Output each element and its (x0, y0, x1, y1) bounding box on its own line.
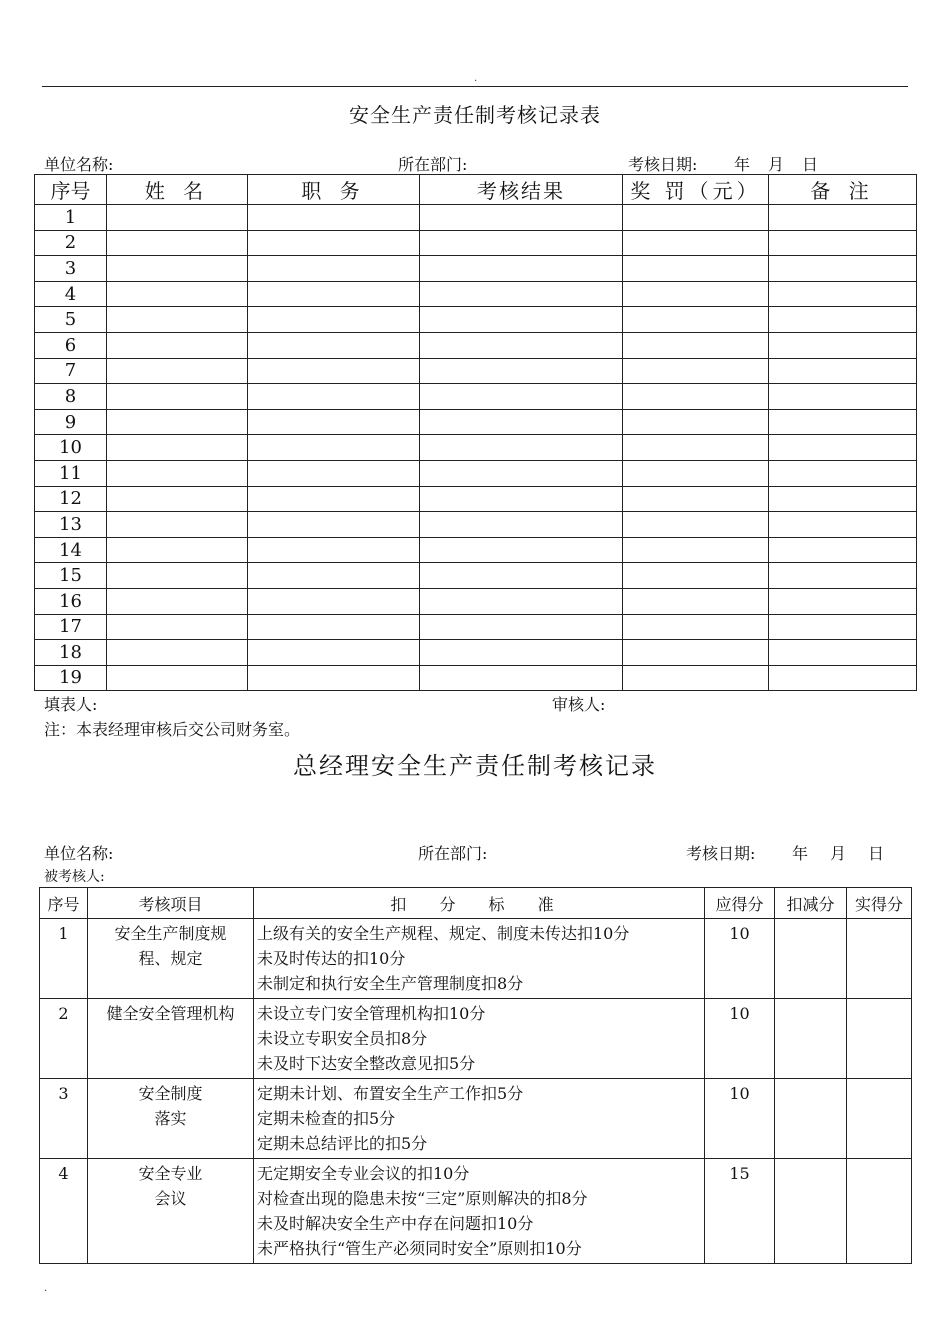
form1-reward-cell[interactable] (623, 205, 769, 231)
form1-remark-cell[interactable] (769, 256, 917, 282)
form1-position-cell[interactable] (248, 307, 420, 333)
form1-col-reward: 奖 罚（元） (623, 175, 769, 205)
form1-reward-cell[interactable] (623, 384, 769, 410)
footer-dot: . (44, 1283, 48, 1294)
form1-name-cell[interactable] (107, 614, 248, 640)
form1-row-no: 10 (35, 435, 107, 461)
form1-name-cell[interactable] (107, 358, 248, 384)
form1-result-cell[interactable] (420, 512, 623, 538)
form2-standard-line: 未制定和执行安全生产管理制度扣8分 (257, 974, 524, 993)
form1-row-no: 15 (35, 563, 107, 589)
form2-standard-line: 未及时解决安全生产中存在问题扣10分 (257, 1214, 534, 1233)
form2-actual-cell[interactable] (847, 999, 912, 1079)
form1-date-label: 考核日期: (628, 155, 698, 174)
form1-reward-cell[interactable] (623, 512, 769, 538)
form2-table-row (40, 999, 912, 1079)
form1-result-cell[interactable] (420, 563, 623, 589)
form1-position-cell[interactable] (248, 460, 420, 486)
form1-row-no: 16 (35, 588, 107, 614)
header-dot: . (474, 73, 478, 84)
form1-table-row (35, 512, 917, 538)
form1-table-row (35, 435, 917, 461)
form1-dept-label: 所在部门: (398, 155, 468, 174)
form1-month: 月 (768, 155, 785, 174)
form1-row-no: 4 (35, 281, 107, 307)
form2-standard-cell (254, 999, 705, 1079)
form1-position-cell[interactable] (248, 665, 420, 691)
form2-dept-label: 所在部门: (418, 844, 488, 863)
form1-result-cell[interactable] (420, 409, 623, 435)
form1-table-row (35, 486, 917, 512)
form2-table-row (40, 919, 912, 999)
form1-unit-label: 单位名称: (44, 155, 114, 174)
form1-remark-cell[interactable] (769, 409, 917, 435)
form1-result-cell[interactable] (420, 281, 623, 307)
form1-result-cell[interactable] (420, 537, 623, 563)
header-rule (42, 86, 908, 87)
form2-header-row (40, 888, 912, 919)
form1-reward-cell[interactable] (623, 435, 769, 461)
form1-row-no: 11 (35, 460, 107, 486)
form1-remark-cell[interactable] (769, 640, 917, 666)
form2-score-cell: 15 (705, 1159, 775, 1264)
form1-row-no: 5 (35, 307, 107, 333)
form1-result-cell[interactable] (420, 307, 623, 333)
form1-table (34, 174, 917, 691)
form1-position-cell[interactable] (248, 384, 420, 410)
form1-name-cell[interactable] (107, 205, 248, 231)
form2-standard-line: 对检查出现的隐患未按“三定”原则解决的扣8分 (257, 1189, 588, 1208)
form1-col-position: 职 务 (248, 175, 420, 205)
form2-item-cell (88, 1159, 254, 1264)
form1-position-cell[interactable] (248, 588, 420, 614)
form1-col-name: 姓 名 (107, 175, 248, 205)
form2-score-cell: 10 (705, 999, 775, 1079)
form2-row-no: 1 (40, 919, 88, 999)
form2-item-cell (88, 1079, 254, 1159)
form2-deduct-cell[interactable] (775, 999, 847, 1079)
form1-table-row (35, 460, 917, 486)
form1-reward-cell[interactable] (623, 614, 769, 640)
form1-table-row (35, 614, 917, 640)
form1-name-cell[interactable] (107, 460, 248, 486)
form1-col-remark: 备 注 (769, 175, 917, 205)
form1-row-no: 18 (35, 640, 107, 666)
form2-actual-cell[interactable] (847, 919, 912, 999)
form1-name-cell[interactable] (107, 486, 248, 512)
form2-table-row (40, 1079, 912, 1159)
form2-standard-cell (254, 1079, 705, 1159)
form2-col-item: 考核项目 (88, 888, 254, 919)
form1-name-cell[interactable] (107, 384, 248, 410)
form2-col-standard: 扣 分 标 准 (254, 888, 705, 919)
form1-position-cell[interactable] (248, 409, 420, 435)
form2-col-actual: 实得分 (847, 888, 912, 919)
form1-position-cell[interactable] (248, 435, 420, 461)
form1-reward-cell[interactable] (623, 563, 769, 589)
form1-remark-cell[interactable] (769, 512, 917, 538)
form1-reward-cell[interactable] (623, 460, 769, 486)
form1-name-cell[interactable] (107, 409, 248, 435)
form1-name-cell[interactable] (107, 512, 248, 538)
form1-remark-cell[interactable] (769, 307, 917, 333)
form1-position-cell[interactable] (248, 256, 420, 282)
form1-row-no: 1 (35, 205, 107, 231)
form1-remark-cell[interactable] (769, 563, 917, 589)
form1-note: 注：本表经理审核后交公司财务室。 (44, 720, 301, 739)
form2-item-line: 会议 (154, 1189, 187, 1208)
form2-item-cell (88, 919, 254, 999)
form1-position-cell[interactable] (248, 614, 420, 640)
form1-table-row (35, 409, 917, 435)
form1-table-row (35, 256, 917, 282)
form1-remark-cell[interactable] (769, 486, 917, 512)
form1-remark-cell[interactable] (769, 537, 917, 563)
form2-standard-line: 未及时下达安全整改意见扣5分 (257, 1054, 476, 1073)
form1-remark-cell[interactable] (769, 665, 917, 691)
form1-filler-label: 填表人: (44, 695, 98, 714)
form1-row-no: 7 (35, 358, 107, 384)
form1-header-row (35, 175, 917, 205)
form1-reward-cell[interactable] (623, 640, 769, 666)
form2-year: 年 (792, 844, 809, 863)
form1-result-cell[interactable] (420, 435, 623, 461)
form2-item-line: 健全安全管理机构 (106, 1004, 235, 1023)
form2-item-line: 落实 (154, 1109, 187, 1128)
form1-position-cell[interactable] (248, 486, 420, 512)
form1-row-no: 17 (35, 614, 107, 640)
form1-result-cell[interactable] (420, 358, 623, 384)
form1-result-cell[interactable] (420, 486, 623, 512)
form1-result-cell[interactable] (420, 614, 623, 640)
form2-row-no: 4 (40, 1159, 88, 1264)
form1-name-cell[interactable] (107, 640, 248, 666)
form1-result-cell[interactable] (420, 205, 623, 231)
form1-remark-cell[interactable] (769, 205, 917, 231)
form1-row-no: 3 (35, 256, 107, 282)
form1-row-no: 19 (35, 665, 107, 691)
form1-name-cell[interactable] (107, 537, 248, 563)
form1-position-cell[interactable] (248, 512, 420, 538)
form1-position-cell[interactable] (248, 563, 420, 589)
form1-col-result: 考核结果 (420, 175, 623, 205)
form1-year: 年 (734, 155, 751, 174)
form1-name-cell[interactable] (107, 435, 248, 461)
form1-position-cell[interactable] (248, 281, 420, 307)
form2-item-line: 程、规定 (138, 949, 203, 968)
form1-table-row (35, 230, 917, 256)
form1-name-cell[interactable] (107, 307, 248, 333)
form1-reward-cell[interactable] (623, 281, 769, 307)
form1-row-no: 8 (35, 384, 107, 410)
form2-row-no: 3 (40, 1079, 88, 1159)
form2-standard-line: 定期未检查的扣5分 (257, 1109, 396, 1128)
form1-reward-cell[interactable] (623, 588, 769, 614)
form1-reward-cell[interactable] (623, 486, 769, 512)
form2-actual-cell[interactable] (847, 1079, 912, 1159)
form1-reward-cell[interactable] (623, 256, 769, 282)
form1-position-cell[interactable] (248, 358, 420, 384)
form1-position-cell[interactable] (248, 537, 420, 563)
form1-row-no: 14 (35, 537, 107, 563)
form1-result-cell[interactable] (420, 230, 623, 256)
form1-remark-cell[interactable] (769, 230, 917, 256)
form2-col-no: 序号 (40, 888, 88, 919)
form1-position-cell[interactable] (248, 205, 420, 231)
form2-item-cell (88, 999, 254, 1079)
form1-reward-cell[interactable] (623, 537, 769, 563)
form2-deduct-cell[interactable] (775, 1159, 847, 1264)
form1-row-no: 13 (35, 512, 107, 538)
form2-col-deduct: 扣减分 (775, 888, 847, 919)
form2-month: 月 (830, 844, 847, 863)
form1-name-cell[interactable] (107, 281, 248, 307)
form1-remark-cell[interactable] (769, 358, 917, 384)
form1-name-cell[interactable] (107, 332, 248, 358)
form1-table-row (35, 332, 917, 358)
form1-result-cell[interactable] (420, 256, 623, 282)
form2-item-line: 安全制度 (138, 1084, 203, 1103)
form1-table-row (35, 640, 917, 666)
form1-result-cell[interactable] (420, 640, 623, 666)
form2-standard-line: 定期未计划、布置安全生产工作扣5分 (257, 1084, 524, 1103)
form2-standard-line: 定期未总结评比的扣5分 (257, 1134, 428, 1153)
form1-reward-cell[interactable] (623, 230, 769, 256)
form1-table-row (35, 563, 917, 589)
form2-standard-cell (254, 1159, 705, 1264)
form1-row-no: 6 (35, 332, 107, 358)
form1-reward-cell[interactable] (623, 409, 769, 435)
form1-table-row (35, 307, 917, 333)
form2-item-line: 安全专业 (138, 1164, 203, 1183)
form2-actual-cell[interactable] (847, 1159, 912, 1264)
form1-reward-cell[interactable] (623, 332, 769, 358)
form1-name-cell[interactable] (107, 256, 248, 282)
form2-score-cell: 10 (705, 1079, 775, 1159)
form2-date-label: 考核日期: (686, 844, 756, 863)
form1-result-cell[interactable] (420, 332, 623, 358)
form2-unit-label: 单位名称: (44, 844, 114, 863)
form1-name-cell[interactable] (107, 230, 248, 256)
form1-position-cell[interactable] (248, 332, 420, 358)
form2-table-row (40, 1159, 912, 1264)
form1-result-cell[interactable] (420, 384, 623, 410)
form1-table-row (35, 588, 917, 614)
form2-standard-line: 未设立专职安全员扣8分 (257, 1029, 428, 1048)
form1-remark-cell[interactable] (769, 588, 917, 614)
form2-deduct-cell[interactable] (775, 919, 847, 999)
form2-standard-line: 无定期安全专业会议的扣10分 (257, 1164, 470, 1183)
form1-remark-cell[interactable] (769, 281, 917, 307)
form2-row-no: 2 (40, 999, 88, 1079)
form1-remark-cell[interactable] (769, 435, 917, 461)
form1-position-cell[interactable] (248, 640, 420, 666)
form2-item-line: 安全生产制度规 (114, 924, 227, 943)
form2-standard-line: 上级有关的安全生产规程、规定、制度未传达扣10分 (257, 924, 630, 943)
form1-result-cell[interactable] (420, 588, 623, 614)
form1-table-row (35, 665, 917, 691)
form1-reward-cell[interactable] (623, 665, 769, 691)
form1-remark-cell[interactable] (769, 332, 917, 358)
form2-table (39, 887, 912, 1264)
form1-table-row (35, 358, 917, 384)
form2-standard-line: 未严格执行“管生产必须同时安全”原则扣10分 (257, 1239, 582, 1258)
form1-name-cell[interactable] (107, 563, 248, 589)
form1-col-no: 序号 (35, 175, 107, 205)
form2-day: 日 (868, 844, 885, 863)
form2-standard-line: 未及时传达的扣10分 (257, 949, 406, 968)
form1-row-no: 12 (35, 486, 107, 512)
form2-assessee-label: 被考核人: (44, 869, 105, 885)
form1-name-cell[interactable] (107, 588, 248, 614)
form1-table-row (35, 281, 917, 307)
form1-remark-cell[interactable] (769, 460, 917, 486)
form1-title: 安全生产责任制考核记录表 (349, 103, 601, 127)
form1-reward-cell[interactable] (623, 358, 769, 384)
form1-result-cell[interactable] (420, 665, 623, 691)
form1-table-row (35, 384, 917, 410)
form1-row-no: 9 (35, 409, 107, 435)
form2-standard-line: 未设立专门安全管理机构扣10分 (257, 1004, 486, 1023)
form1-remark-cell[interactable] (769, 614, 917, 640)
form2-score-cell: 10 (705, 919, 775, 999)
form1-row-no: 2 (35, 230, 107, 256)
form2-standard-cell (254, 919, 705, 999)
form1-name-cell[interactable] (107, 665, 248, 691)
form1-reward-cell[interactable] (623, 307, 769, 333)
form1-result-cell[interactable] (420, 460, 623, 486)
form1-remark-cell[interactable] (769, 384, 917, 410)
form1-table-row (35, 205, 917, 231)
form1-day: 日 (802, 155, 819, 174)
form2-title: 总经理安全生产责任制考核记录 (293, 752, 657, 780)
form1-reviewer-label: 审核人: (552, 695, 606, 714)
form2-deduct-cell[interactable] (775, 1079, 847, 1159)
form1-table-row (35, 537, 917, 563)
form2-col-score: 应得分 (705, 888, 775, 919)
form1-position-cell[interactable] (248, 230, 420, 256)
